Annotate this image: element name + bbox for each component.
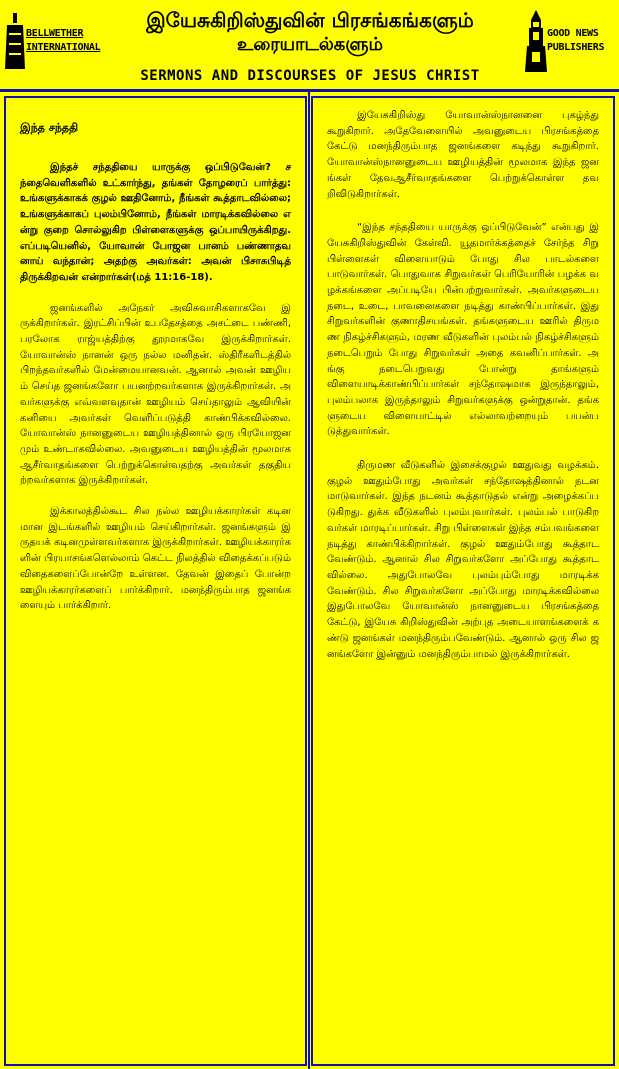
title-english: SERMONS AND DISCOURSES OF JESUS CHRIST [140,68,480,84]
page-header [0,0,619,92]
paragraph: திருமண வீடுகளில் இசைக்குழல் ஊதுவது வழக்கம். குழல் ஊதும்போது அவர்கள் சந்தோஷத்தினால் நடன மாடுவார்கள். இந்த நடனம் கூத்தாடுதல் என்று அழைக்கப்படுகிறது. துக்க வீடுகளில் புலம்புவார்கள். புலம்பல் பாடுகிறவர்கள் மாரடிப்பார்கள். சிறு பிள்ளைகள் இந்த சம்பவங்களை நடித்து காண்பிக்கிறார்கள். குழல் ஊதும்போது கூத்தாடவேண்டும். ஆனால் சில சிறுவர்களோ அப்போது கூத்தாடவில்லை. அதுபோலவே புலம்பும்போது மாரடிக்க வேண்டும். சில சிறுவர்களோ அப்போது மாரடிக்கவில்லை இதுபோலவே யோவான்ஸ் நானனுடைய பிரசங்கத்தை கேட்டு, இயேசு கிறிஸ்துவின் அற்புத அடையாளங்களைக் கண்டு ஜனங்கள் மனந்திரும்பவேண்டும். ஆனால் ஒரு சில ஜனங்களோ இன்னும் மனந்திரும்பாமல் இருக்கிறார்கள். [327,460,599,660]
paragraph: “இந்த சந்ததியை யாருக்கு ஒப்பிடுவேன்” என்பது இயேசுகிறிஸ்துவின் கேள்வி. யூதமார்க்கத்தைச் சேர்ந்த சிறு பிள்ளைகள் விளையாடும் போது சில பாடல்களை பாடுவார்கள். பொதுவாக சிறுவர்கள் பெரியோரின் பழக்க வழக்கங்களை அப்படியே பின்பற்றுவார்கள். அவர்களுடைய நடை, உடை, பாவனைகளை நடித்து காண்பிப்பார்கள். இது சிறுவர்களின் குணாதிசயங்கள். தங்களுடைய ஊரில் திருமண நிகழ்ச்சிகளும், மரண வீடுகளின் புலம்பல் நிகழ்ச்சிகளும் நடைபெறும் போது சிறுவர்கள் அதை கவனிப்பார்கள். அங்கு நடைபெறுவது போன்று தாங்களும் விளையாடிக்காண்பிப்பார்கள் சந்தோஷமாக இருந்தாலும், புலம்பலாக இருந்தாலும் சிறுவர்களுக்கு ஒன்றுதான். தங்களுடைய விளையாட்டில் எல்லாவற்றையும் பயன்படுத்துவார்கள். [327,222,599,438]
logo-right-line2: PUBLISHERS [547,42,605,53]
bellwether-logo-text [26,27,100,55]
column-divider [308,92,310,1069]
paragraph: இயேசுகிறிஸ்து யோவான்ஸ்நானனை புகழ்ந்து கூறுகிறார். அதேவேளையில் அவனுடைய பிரசங்கத்தை கேட்டு மனந்திரும்பாத ஜனங்களை கடிந்து கூறுகிறார். யோவான்ஸ்நானனுடைய ஊழியத்தின் மூலமாக இந்த ஜனங்கள் தேவஆசீர்வாதங்களை பெற்றுக்கொள்ள தவறிவிடுகிறார்கள். [327,110,599,200]
left-column [4,96,307,1066]
logo-left-line1: BELLWETHER [26,28,84,39]
good-news-logo-text [547,27,604,55]
logo-right-line1: GOOD NEWS [547,28,599,39]
paragraph: ஜனங்களில் அநேகர் அவிசுவாசிகளாகவே இருக்கிறார்கள். இரட்சிப்பின் உபதேசத்தை அசட்டை பண்ணி, பரலோக ராஜ்யத்திற்கு தூரமாகவே இருக்கிறார்கள். யோவான்ஸ் நானன் ஒரு நல்ல மனிதன். ஸ்திரீகளிடத்தில் பிறந்தவர்களில் மேன்மையானவன். ஆனால் அவன் ஊழியம் செய்த ஜனங்களோ பயனற்றவர்களாக இருக்கிறார்கள். அவர்களுக்கு எவ்வளவுதான் ஊழியம் செய்தாலும் ஆவியின் கனியை அவர்கள் வெளிப்படுத்தி காண்பிக்கவில்லை. யோவான்ஸ் நானனுடைய ஊழியத்தினால் ஒரு பிரயோஜனமும் உண்டாகவில்லை. அவனுடைய ஊழியத்தின் மூலமாக ஆசீர்வாதங்களை பெற்றுக்கொள்வதற்கு அவர்கள் தகுதியற்றவர்களாக இருக்கிறார்கள். [20,302,291,487]
paragraph: இக்காலத்தில்கூட சில நல்ல ஊழியக்காரர்கள் கடினமான இடங்களில் ஊழியம் செய்கிறார்கள். ஜனங்களும் இருதயக் கடினமுள்ளவர்களாக இருக்கிறார்கள். ஊழியக்காரர்களின் பிரயாசங்களெல்லாம் கெட்ட நிலத்தில் விதைக்கப்படும் விதைகளைப்போன்றே உள்ளன. தேவன் இதைப் போன்ற ஊழியக்காரர்களைப் பார்க்கிறார். மனந்திரும்பாத ஜனங்களையும் பார்க்கிறார். [20,506,291,612]
logo-left-line2: INTERNATIONAL [26,42,101,53]
bell-tower-icon [525,10,547,72]
section-heading: இந்த சந்ததி [20,121,79,134]
title-tamil-line1: இயேசுகிறிஸ்துவின் பிரசங்கங்களும் [146,8,474,32]
good-news-logo [525,6,617,76]
shepherd-sheep-icon [4,11,26,71]
right-column [311,96,615,1066]
title-tamil-line2: உரையாடல்களும் [237,34,383,55]
scripture-quote: இந்தச் சந்ததியை யாருக்கு ஒப்பிடுவேன்? சந்தைவெளிகளில் உட்கார்ந்து, தங்கள் தோழரைப் பார்த்து: உங்களுக்காகக் குழல் ஊதினோம், நீங்கள் கூத்தாடவில்லை; உங்களுக்காகப் புலம்பினோம், நீங்கள் மாரடிக்கவில்லை என்று குறை சொல்லுகிற பிள்ளைகளுக்கு ஒப்பாயிருக்கிறது. எப்படியெனில், யோவான் போஜன பானம் பண்ணாதவனாய் வந்தான்; அதற்கு அவர்கள்: அவன் பிசாசுபிடித் திருக்கிறவன் என்றார்கள்(மத் 11:16-18). [20,162,291,283]
bellwether-logo [4,6,101,76]
